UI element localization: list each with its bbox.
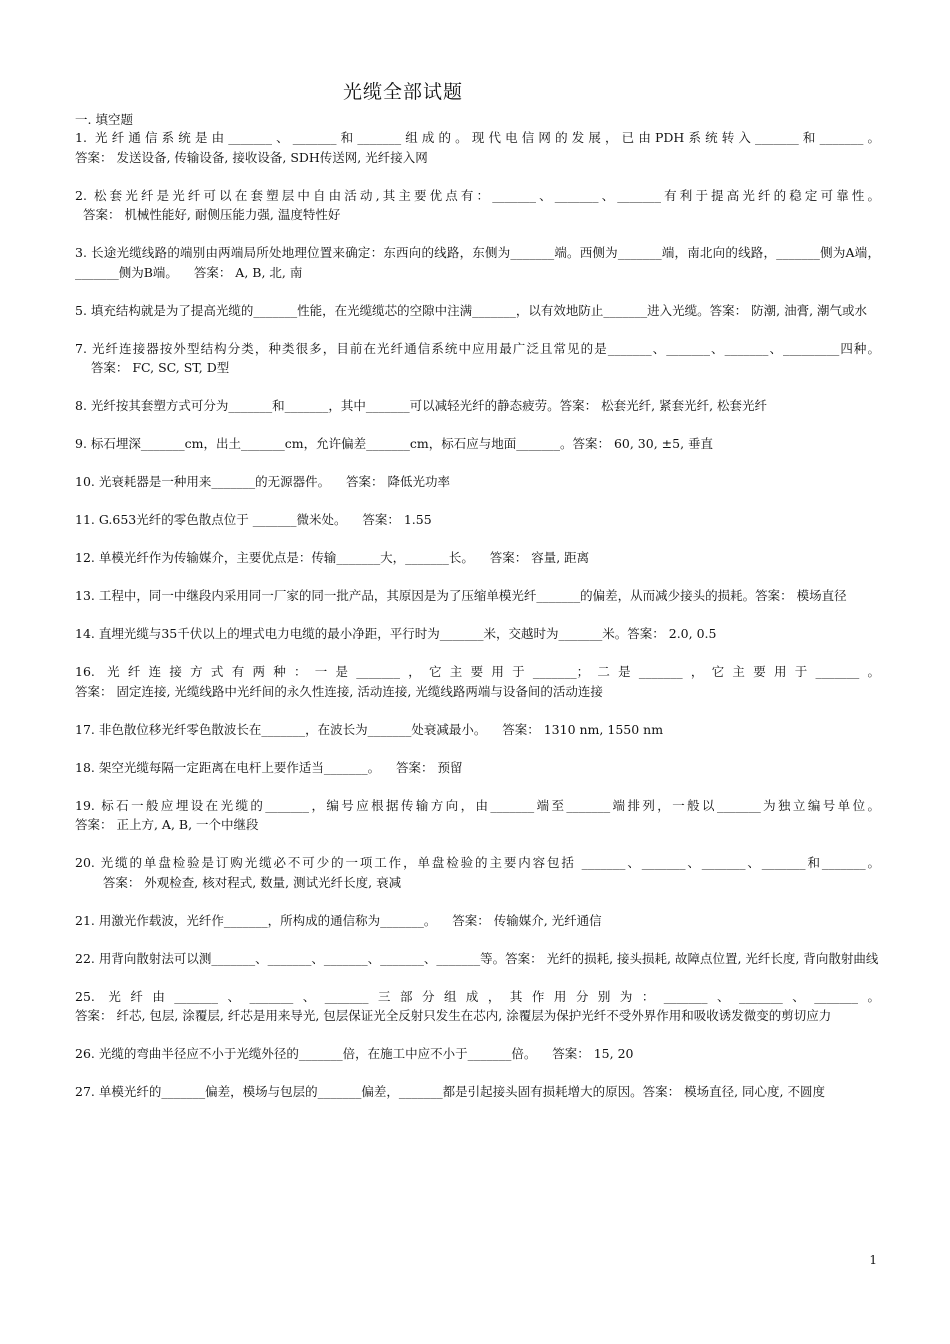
question-item bbox=[75, 662, 880, 701]
question-item bbox=[75, 128, 880, 167]
answer-text: 答案： 预留 bbox=[380, 759, 463, 775]
answer-text: 答案： A, B, 北, 南 bbox=[177, 264, 303, 280]
question-item bbox=[75, 796, 880, 835]
answer-text: 答案： 模场直径, 同心度, 不圆度 bbox=[642, 1084, 825, 1099]
answer-text: 答案： 外观检查, 核对程式, 数量, 测试光纤长度, 衰减 bbox=[75, 874, 402, 890]
answer-text: 答案： 固定连接, 光缆线路中光纤间的永久性连接, 活动连接, 光缆线路两端与设备间的活动连接 bbox=[75, 683, 603, 699]
page-number: 1 bbox=[869, 1253, 877, 1267]
question-text: 14. 直埋光缆与35千伏以上的埋式电力电缆的最小净距，平行时为_______米，交越时为_______米。 bbox=[75, 626, 628, 641]
question-text: 22. 用背向散射法可以测_______、_______、_______、_______、_______等。 bbox=[75, 950, 506, 966]
question-text: 5. 填充结构就是为了提高光缆的_______性能，在光缆缆芯的空隙中注满_______，以有效地防止_______进入光缆。 bbox=[75, 302, 710, 318]
question-text: 27. 单模光纤的_______偏差，模场与包层的_______偏差，_______都是引起接头固有损耗增大的原因。 bbox=[75, 1084, 643, 1099]
answer-text: 答案： 机械性能好, 耐侧压能力强, 温度特性好 bbox=[75, 207, 341, 222]
question-item bbox=[75, 949, 880, 969]
question-item bbox=[75, 853, 880, 892]
question-text: 20. 光缆的单盘检验是订购光缆必不可少的一项工作，单盘检验的主要内容包括 _______、_______、_______、_______和_______。 bbox=[75, 855, 880, 870]
question-item bbox=[75, 720, 880, 740]
question-text: 19. 标石一般应埋设在光缆的_______，编号应根据传输方向，由_______端至_______端排列，一般以_______为独立编号单位。 bbox=[75, 797, 880, 813]
question-item bbox=[75, 510, 880, 530]
question-item bbox=[75, 1082, 880, 1102]
question-item bbox=[75, 758, 880, 778]
answer-text: 答案： 纤芯, 包层, 涂覆层, 纤芯是用来导光, 包层保证光全反射只发生在芯内, 涂覆层为保护光纤不受外界作用和吸收诱发微变的剪切应力 bbox=[75, 1008, 832, 1023]
question-item bbox=[75, 586, 880, 606]
question-item bbox=[75, 548, 880, 568]
answer-text: 答案： 防潮, 油膏, 潮气或水 bbox=[709, 302, 868, 318]
question-list bbox=[75, 128, 880, 1102]
question-item bbox=[75, 1044, 880, 1064]
answer-text: 答案： 降低光功率 bbox=[330, 474, 450, 489]
answer-text: 答案： 发送设备, 传输设备, 接收设备, SDH传送网, 光纤接入网 bbox=[75, 149, 428, 165]
question-item bbox=[75, 987, 880, 1026]
question-text: 18. 架空光缆每隔一定距离在电杆上要作适当_______。 bbox=[75, 759, 381, 775]
question-text: 10. 光衰耗器是一种用来_______的无源器件。 bbox=[75, 474, 331, 489]
answer-text: 答案： 光纤的损耗, 接头损耗, 故障点位置, 光纤长度, 背向散射曲线 bbox=[505, 950, 879, 966]
answer-text: 答案： 60, 30, ±5, 垂直 bbox=[572, 436, 714, 451]
question-text: 11. G.653光纤的零色散点位于 _______微米处。 bbox=[75, 512, 347, 527]
question-item bbox=[75, 339, 880, 378]
section-heading: 一. 填空题 bbox=[75, 112, 133, 127]
answer-text: 答案： 1310 nm, 1550 nm bbox=[486, 721, 664, 737]
question-text: 25. 光纤由_______、_______、_______三部分组成，其作用分别为：_______、_______、_______。 bbox=[75, 988, 880, 1004]
question-text: 1. 光纤通信系统是由_______、_______和_______组成的。现代电信网的发展，已由PDH系统转入_______和_______。 bbox=[75, 130, 880, 145]
question-item bbox=[75, 243, 880, 282]
answer-text: 答案： FC, SC, ST, D型 bbox=[75, 360, 230, 375]
answer-text: 答案： 传输媒介, 光纤通信 bbox=[436, 912, 602, 928]
answer-text: 答案： 1.55 bbox=[346, 512, 432, 527]
question-text: 17. 非色散位移光纤零色散波长在_______，在波长为_______处衰减最小。 bbox=[75, 721, 487, 737]
answer-text: 答案： 15, 20 bbox=[536, 1046, 634, 1061]
answer-text: 答案： 松套光纤, 紧套光纤, 松套光纤 bbox=[559, 398, 768, 413]
question-item bbox=[75, 186, 880, 225]
question-text: 21. 用激光作载波，光纤作_______，所构成的通信称为_______。 bbox=[75, 912, 437, 928]
question-text: 13. 工程中，同一中继段内采用同一厂家的同一批产品，其原因是为了压缩单模光纤_______的偏差，从而减少接头的损耗。 bbox=[75, 588, 756, 603]
question-text: 12. 单模光纤作为传输媒介，主要优点是：传输_______大，_______长。 bbox=[75, 550, 474, 565]
question-text: 8. 光纤按其套塑方式可分为_______和_______，其中_______可以减轻光纤的静态疲劳。 bbox=[75, 398, 560, 413]
question-item bbox=[75, 624, 880, 644]
question-text: 16. 光纤连接方式有两种：一是_______，它主要用于_______；二是_______，它主要用于_______。 bbox=[75, 664, 880, 679]
page-title: 光缆全部试题 bbox=[342, 81, 463, 103]
question-text: 9. 标石埋深_______cm，出土_______cm，允许偏差_______cm，标石应与地面_______。 bbox=[75, 436, 573, 451]
question-item bbox=[75, 911, 880, 931]
answer-text: 答案： 2.0, 0.5 bbox=[627, 626, 717, 641]
answer-text: 答案： 模场直径 bbox=[755, 588, 847, 603]
question-text: 7. 光纤连接器按外型结构分类，种类很多，目前在光纤通信系统中应用最广泛且常见的是_______、_______、_______、_________四种。 bbox=[75, 340, 880, 356]
question-item bbox=[75, 472, 880, 492]
question-text: 26. 光缆的弯曲半径应不小于光缆外径的_______倍，在施工中应不小于_______倍。 bbox=[75, 1046, 537, 1061]
question-text: 3. 长途光缆线路的端别由两端局所处地理位置来确定：东西向的线路，东侧为_______端。西侧为_______端，南北向的线路，_______侧为A端，_______侧为B端。 bbox=[75, 245, 880, 280]
answer-text: 答案： 容量, 距离 bbox=[473, 550, 590, 565]
question-item bbox=[75, 301, 880, 321]
question-item bbox=[75, 396, 880, 416]
question-item bbox=[75, 434, 880, 454]
answer-text: 答案： 正上方, A, B, 一个中继段 bbox=[75, 817, 259, 832]
question-text: 2. 松套光纤是光纤可以在套塑层中自由活动,其主要优点有：_______、_______、_______有利于提高光纤的稳定可靠性。 bbox=[75, 187, 880, 203]
